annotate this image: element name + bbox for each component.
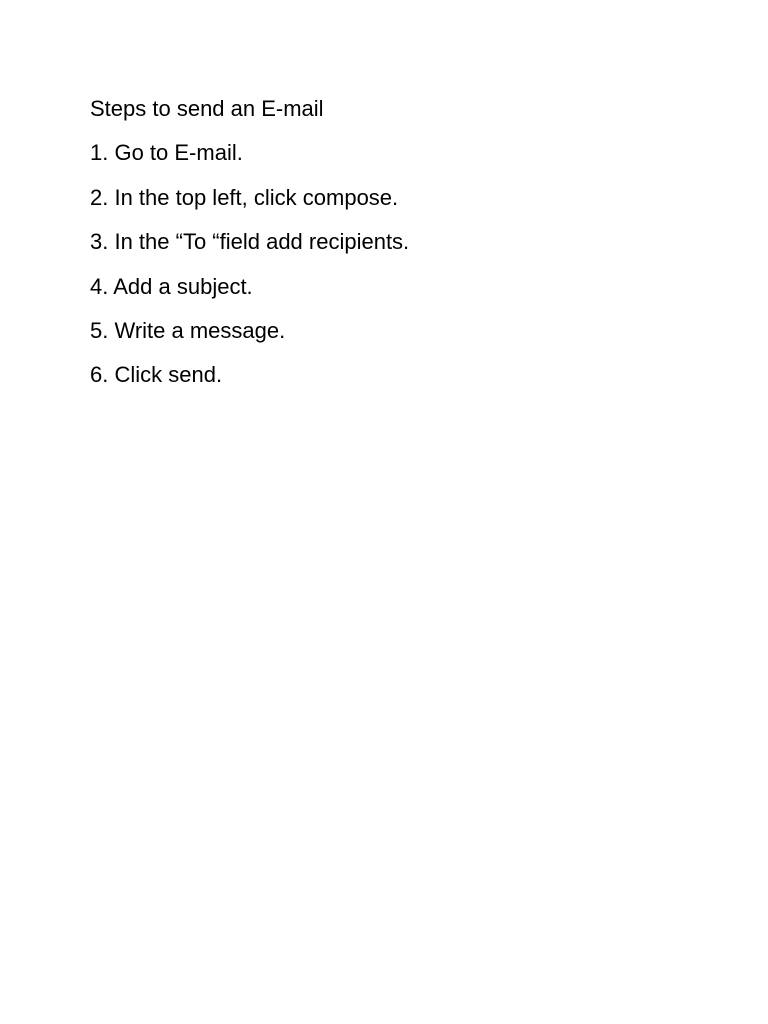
step-item: 6. Click send.: [90, 362, 223, 388]
document-body: [90, 94, 690, 405]
step-item: 4. Add a subject.: [90, 273, 253, 299]
step-item: 1. Go to E-mail.: [90, 140, 243, 166]
step-item: 3. In the “To “field add recipients.: [90, 229, 410, 255]
step-item: 5. Write a message.: [90, 317, 286, 343]
document-title: Steps to send an E-mail: [90, 96, 324, 121]
step-item: 2. In the top left, click compose.: [90, 184, 399, 210]
